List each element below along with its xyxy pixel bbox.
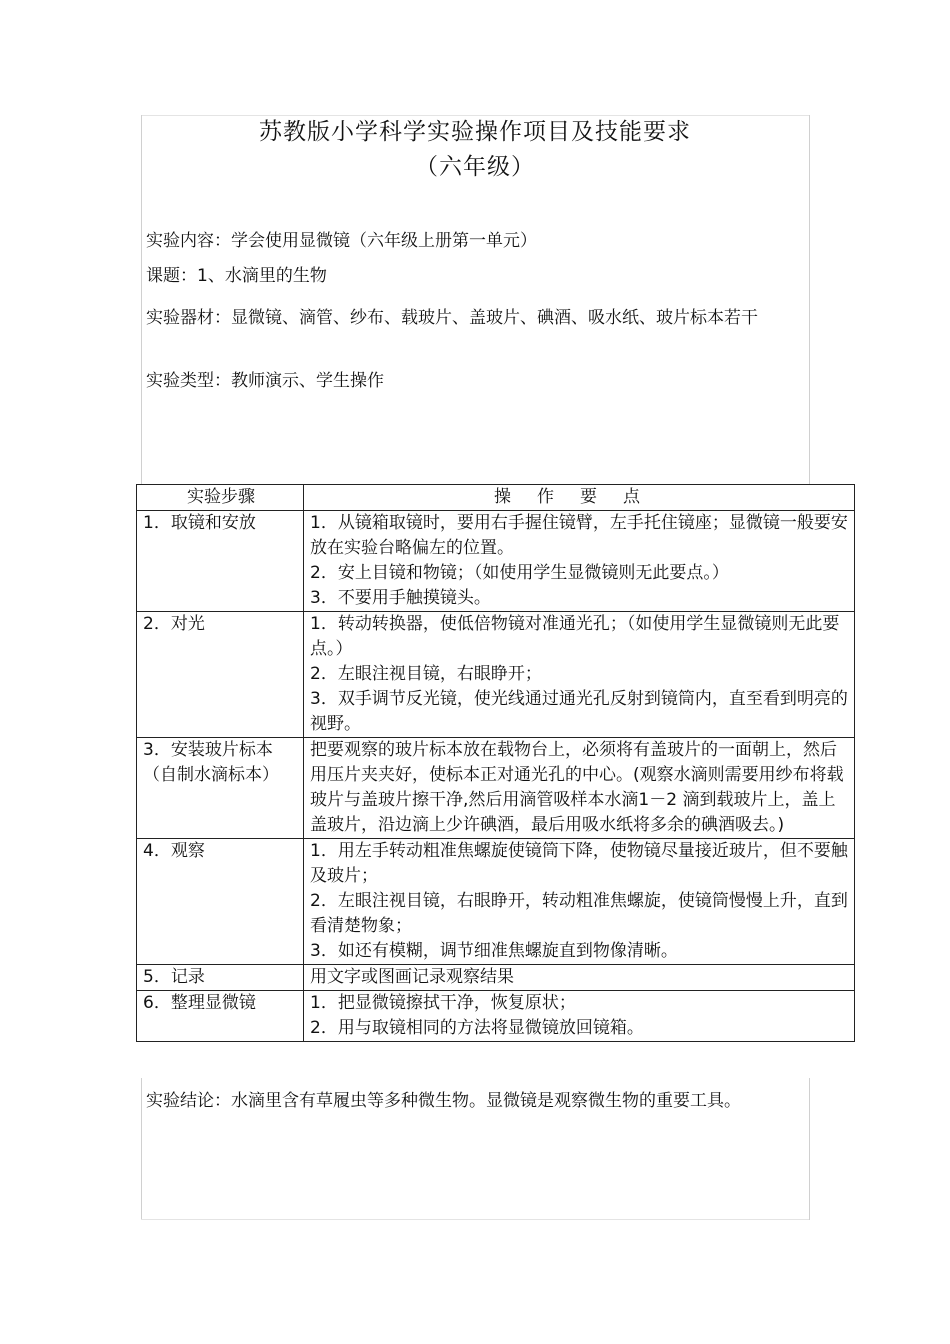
experiment-materials: 实验器材：显微镜、滴管、纱布、载玻片、盖玻片、碘酒、吸水纸、玻片标本若干 — [146, 308, 758, 328]
point-text: 1．把显微镜擦拭干净，恢复原状； — [310, 993, 576, 1013]
table-row — [137, 612, 855, 738]
step-name: 5．记录 — [143, 967, 205, 987]
step-cell — [137, 839, 304, 965]
experiment-topic: 课题：1、水滴里的生物 — [146, 266, 327, 286]
step-note: （自制水滴标本） — [143, 765, 279, 785]
point-text: 2．左眼注视目镜，右眼睁开，转动粗准焦螺旋，使镜筒慢慢上升，直到看清楚物象； — [310, 891, 848, 936]
step-name: 1．取镜和安放 — [143, 513, 256, 533]
point-text: 把要观察的玻片标本放在载物台上，必须将有盖玻片的一面朝上，然后用压片夹夹好，使标本正对通光孔的中心。(观察水滴则需要用纱布将载玻片与盖玻片擦干净,然后用滴管吸样本水滴1－2 滴到载玻片上，盖上盖玻片，沿边滴上少许碘酒，最后用吸水纸将多余的碘酒吸去。) — [310, 740, 844, 835]
point-text: 1．用左手转动粗准焦螺旋使镜筒下降，使物镜尽量接近玻片，但不要触及玻片； — [310, 841, 848, 886]
document-title: 苏教版小学科学实验操作项目及技能要求 — [259, 119, 691, 145]
point-text: 2．左眼注视目镜，右眼睁开； — [310, 664, 542, 684]
points-cell — [304, 612, 855, 738]
table-row — [137, 965, 855, 991]
table-header-row — [137, 485, 855, 511]
point-text: 2．安上目镜和物镜；（如使用学生显微镜则无此要点。） — [310, 563, 729, 583]
header-points: 操作要点 — [304, 485, 855, 511]
point-text: 2．用与取镜相同的方法将显微镜放回镜箱。 — [310, 1018, 644, 1038]
step-name: 4．观察 — [143, 841, 205, 861]
page-frame-bottom — [141, 1219, 809, 1220]
table-row — [137, 511, 855, 612]
step-cell — [137, 738, 304, 839]
point-text: 1．转动转换器，使低倍物镜对准通光孔；（如使用学生显微镜则无此要点。） — [310, 614, 840, 659]
point-text: 1．从镜箱取镜时，要用右手握住镜臂，左手托住镜座；显微镜一般要安放在实验台略偏左的位置。 — [310, 513, 848, 558]
points-cell — [304, 965, 855, 991]
header-steps: 实验步骤 — [137, 485, 304, 511]
steps-table — [136, 484, 855, 1042]
point-text: 3．双手调节反光镜，使光线通过通光孔反射到镜筒内，直至看到明亮的视野。 — [310, 689, 848, 734]
step-cell — [137, 612, 304, 738]
point-text: 3．如还有模糊，调节细准焦螺旋直到物像清晰。 — [310, 941, 678, 961]
step-name: 3．安装玻片标本 — [143, 740, 273, 760]
page-frame-left-lower — [141, 1078, 142, 1220]
experiment-conclusion: 实验结论：水滴里含有草履虫等多种微生物。显微镜是观察微生物的重要工具。 — [146, 1091, 741, 1111]
step-cell — [137, 991, 304, 1042]
point-text: 3．不要用手触摸镜头。 — [310, 588, 491, 608]
experiment-type: 实验类型：教师演示、学生操作 — [146, 371, 384, 391]
points-cell — [304, 839, 855, 965]
step-cell — [137, 511, 304, 612]
document-subtitle: （六年级） — [415, 154, 535, 180]
points-cell — [304, 738, 855, 839]
table-row — [137, 839, 855, 965]
page-frame-right-lower — [809, 1078, 810, 1220]
point-text: 用文字或图画记录观察结果 — [310, 967, 514, 987]
experiment-content: 实验内容：学会使用显微镜（六年级上册第一单元） — [146, 231, 537, 251]
step-cell — [137, 965, 304, 991]
table-row — [137, 738, 855, 839]
step-name: 2．对光 — [143, 614, 205, 634]
step-name: 6．整理显微镜 — [143, 993, 256, 1013]
table-row — [137, 991, 855, 1042]
points-cell — [304, 511, 855, 612]
points-cell — [304, 991, 855, 1042]
